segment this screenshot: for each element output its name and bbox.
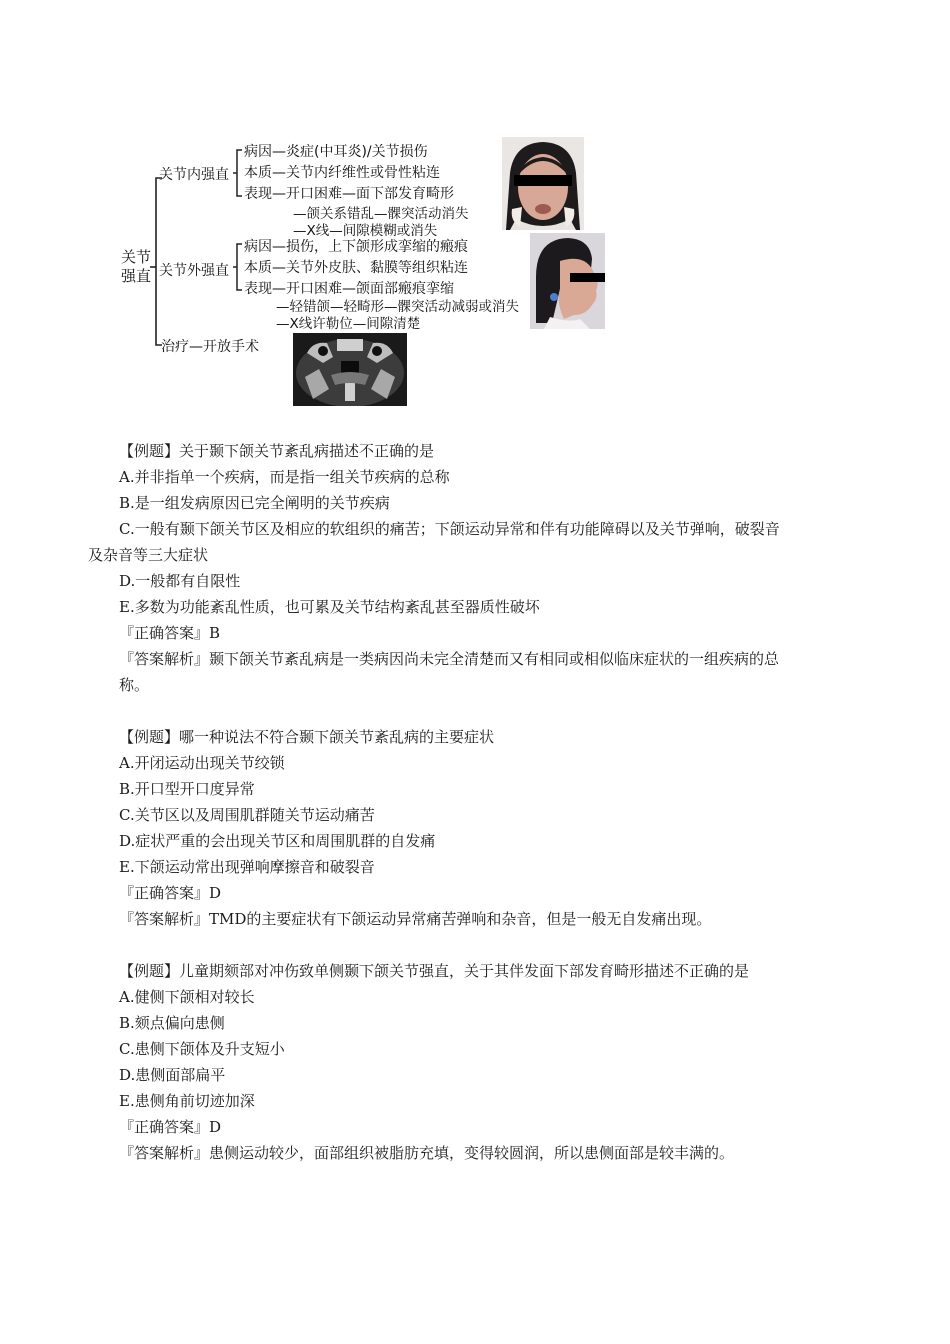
- intra-nature: 本质—关节内纤维性或骨性粘连: [244, 165, 440, 181]
- q3-stem: 【例题】儿童期颏部对冲伤致单侧颞下颌关节强直，关于其伴发面下部发育畸形描述不正确的是: [119, 962, 750, 980]
- intra-cause: 病因—炎症(中耳炎)/关节损伤: [244, 144, 428, 160]
- root-label: [121, 248, 151, 286]
- q3-option-a: A.健侧下颌相对较长: [119, 988, 255, 1006]
- profile-face-photo: [530, 233, 605, 329]
- q1-stem: 【例题】关于颞下颌关节紊乱病描述不正确的是: [119, 442, 435, 460]
- ct-scan-image: [293, 333, 407, 406]
- intra-label: 关节内强直: [159, 167, 229, 183]
- q1-option-a: A.并非指单一个疾病，而是指一组关节疾病的总称: [119, 468, 450, 486]
- q3-option-c: C.患侧下颌体及升支短小: [119, 1040, 285, 1058]
- q2-option-e: E.下颌运动常出现弹响摩擦音和破裂音: [119, 858, 375, 876]
- extra-cause: 病因—损伤，上下颌形成挛缩的瘢痕: [244, 239, 468, 255]
- q2-answer: 『正确答案』D: [119, 884, 222, 902]
- treatment-label: 治疗—开放手术: [161, 339, 259, 355]
- intra-sub2: —X线—间隙模糊或消失: [293, 223, 438, 239]
- q1-analysis-cont: 称。: [119, 676, 150, 694]
- q3-option-b: B.颏点偏向患侧: [119, 1014, 225, 1032]
- q3-option-d: D.患侧面部扁平: [119, 1066, 226, 1084]
- frontal-face-photo: [502, 137, 584, 230]
- q3-analysis: 『答案解析』患侧运动较少，面部组织被脂肪充填，变得较圆润，所以患侧面部是较丰满的。: [119, 1144, 735, 1162]
- q1-option-e: E.多数为功能紊乱性质，也可累及关节结构紊乱甚至器质性破坏: [119, 598, 540, 616]
- extra-sub2: —X线许勒位—间隙清楚: [276, 316, 421, 332]
- q2-option-b: B.开口型开口度异常: [119, 780, 255, 798]
- intra-manifest: 表现—开口困难—面下部发育畸形: [244, 186, 454, 202]
- q2-stem: 【例题】哪一种说法不符合颞下颌关节紊乱病的主要症状: [119, 728, 495, 746]
- q3-answer: 『正确答案』D: [119, 1118, 222, 1136]
- q1-answer: 『正确答案』B: [119, 624, 221, 642]
- q2-analysis: 『答案解析』TMD的主要症状有下颌运动异常痛苦弹响和杂音，但是一般无自发痛出现。: [119, 910, 712, 928]
- ankylosis-mind-map: [0, 0, 950, 420]
- extra-label: 关节外强直: [159, 263, 229, 279]
- q3-option-e: E.患侧角前切迹加深: [119, 1092, 255, 1110]
- q2-option-d: D.症状严重的会出现关节区和周围肌群的自发痛: [119, 832, 436, 850]
- root-label-line-2: 强直: [121, 267, 152, 285]
- q2-option-a: A.开闭运动出现关节绞锁: [119, 754, 285, 772]
- root-label-line-1: 关节: [121, 248, 152, 266]
- extra-sub1: —轻错颌—轻畸形—髁突活动减弱或消失: [276, 299, 519, 315]
- extra-manifest: 表现—开口困难—颌面部瘢痕挛缩: [244, 281, 454, 297]
- q1-analysis: 『答案解析』颞下颌关节紊乱病是一类病因尚未完全清楚而又有相同或相似临床症状的一组疾病的总: [119, 650, 780, 668]
- intra-sub1: —颌关系错乱—髁突活动消失: [293, 206, 469, 222]
- extra-nature: 本质—关节外皮肤、黏膜等组织粘连: [244, 260, 468, 276]
- q2-option-c: C.关节区以及周围肌群随关节运动痛苦: [119, 806, 375, 824]
- q1-option-b: B.是一组发病原因已完全阐明的关节疾病: [119, 494, 390, 512]
- q1-option-c-cont: 及杂音等三大症状: [88, 546, 209, 564]
- q1-option-c: C.一般有颞下颌关节区及相应的软组织的痛苦；下颌运动异常和伴有功能障碍以及关节弹响，破裂音: [119, 520, 780, 538]
- q1-option-d: D.一般都有自限性: [119, 572, 241, 590]
